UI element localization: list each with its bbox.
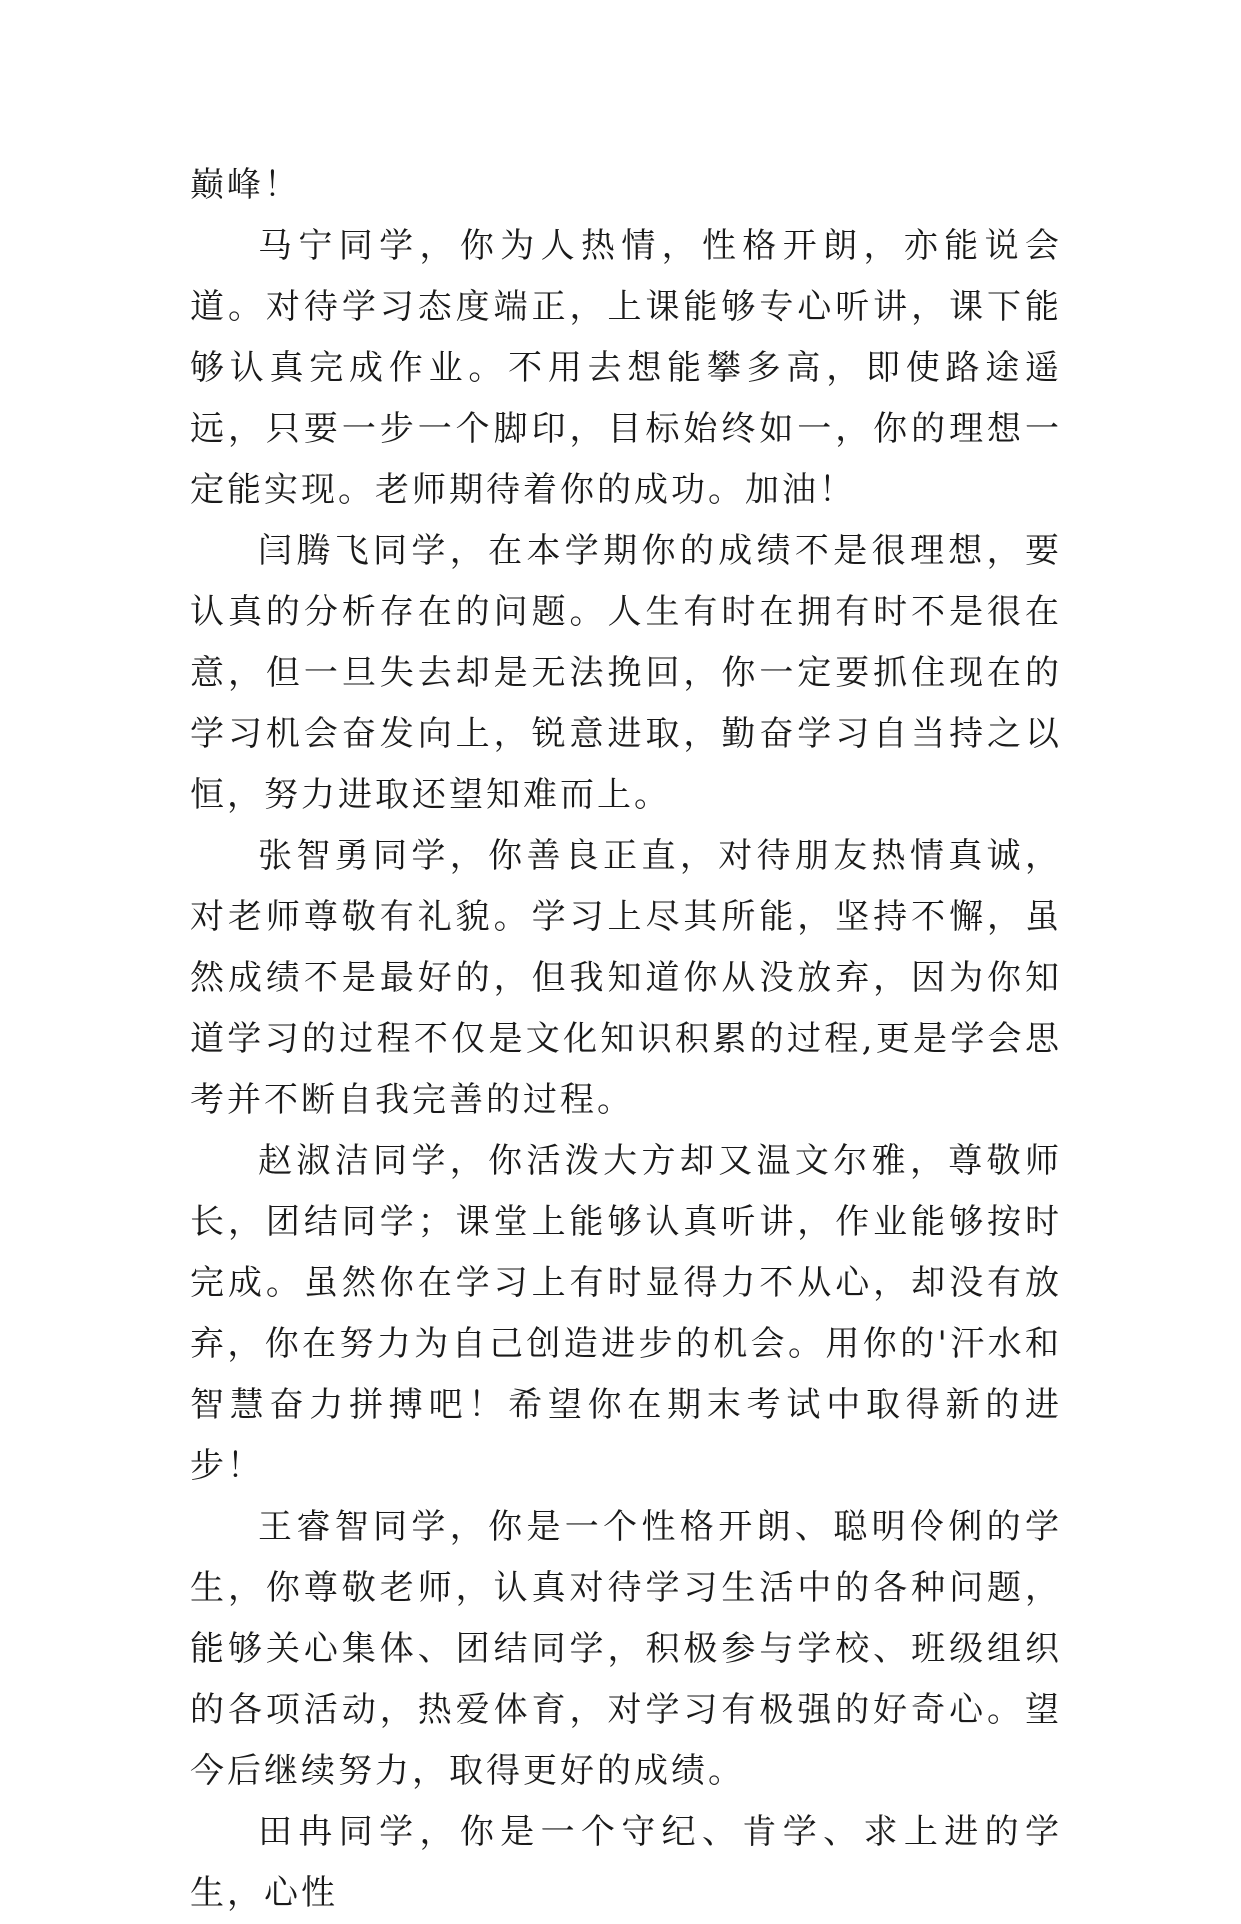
paragraph-comment-zhao-shujie: 赵淑洁同学，你活泼大方却又温文尔雅，尊敬师长，团结同学；课堂上能够认真听讲，作业能够按时完成。虽然你在学习上有时显得力不从心，却没有放弃，你在努力为自己创造进步的机会。用你的'汗水和智慧奋力拼搏吧！希望你在期末考试中取得新的进步！ [190, 1141, 1062, 1486]
paragraph-continuation: 巅峰！ [190, 165, 301, 205]
paragraph-comment-yan-tengfei: 闫腾飞同学，在本学期你的成绩不是很理想，要认真的分析存在的问题。人生有时在拥有时不是很在意，但一旦失去却是无法挽回，你一定要抓住现在的学习机会奋发向上，锐意进取，勤奋学习自当持之以恒，努力进取还望知难而上。 [190, 531, 1062, 815]
document-body [190, 155, 1062, 1924]
paragraph-comment-wang-ruizhi: 王睿智同学，你是一个性格开朗、聪明伶俐的学生，你尊敬老师，认真对待学习生活中的各种问题，能够关心集体、团结同学，积极参与学校、班级组织的各项活动，热爱体育，对学习有极强的好奇心。望今后继续努力，取得更好的成绩。 [190, 1507, 1062, 1791]
paragraph-comment-tian-ran: 田冉同学，你是一个守纪、肯学、求上进的学生，心性 [190, 1812, 1062, 1913]
paragraph-comment-ma-ning: 马宁同学，你为人热情，性格开朗，亦能说会道。对待学习态度端正，上课能够专心听讲，课下能够认真完成作业。不用去想能攀多高，即使路途遥远，只要一步一个脚印，目标始终如一，你的理想一定能实现。老师期待着你的成功。加油！ [190, 226, 1062, 510]
paragraph-comment-zhang-zhiyong: 张智勇同学，你善良正直，对待朋友热情真诚，对老师尊敬有礼貌。学习上尽其所能，坚持不懈，虽然成绩不是最好的，但我知道你从没放弃，因为你知道学习的过程不仅是文化知识积累的过程,更是学会思考并不断自我完善的过程。 [190, 836, 1062, 1120]
